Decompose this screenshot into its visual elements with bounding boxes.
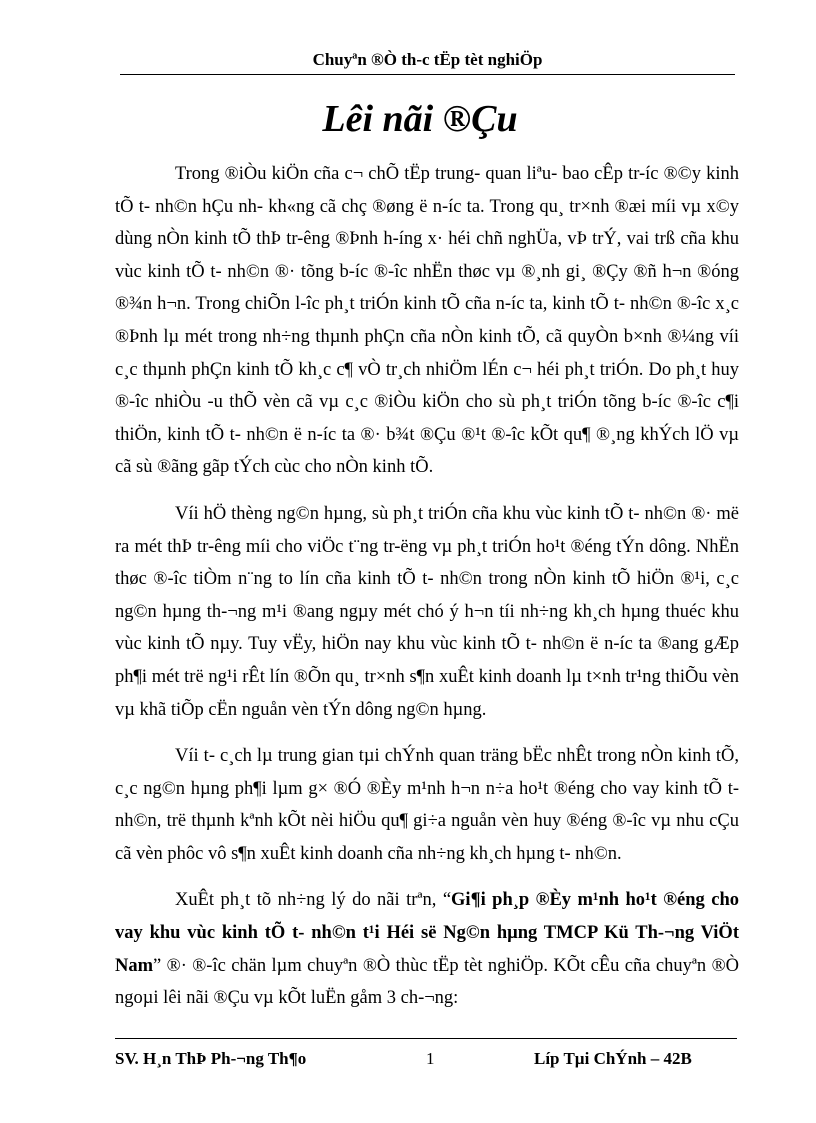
thesis-topic: Gi¶i ph¸p ®Èy m¹nh ho¹t ®éng cho vay khu vùc kinh tÕ t- nh©n t¹i Héi së Ng©n hµng TMCP Kü Th-¬ng ViÖt Nam xyxy=(115,890,739,976)
footer-author: SV. H¸n ThÞ Ph-¬ng Th¶o xyxy=(115,1049,307,1068)
paragraph-4-rest: ” ®· ®-îc chän lµm chuyªn ®Ò thùc tËp tèt nghiÖp. KÕt cÊu cña chuyªn ®Ò ngoµi lêi nãi ®Çu vµ kÕt luËn gåm 3 ch-¬ng: xyxy=(115,955,739,1009)
page-number: 1 xyxy=(426,1049,435,1068)
paragraph-1: Trong ®iÒu kiÖn cña c¬ chÕ tËp trung- quan liªu- bao cÊp tr-íc ®©y kinh tÕ t- nh©n hÇu nh- kh«ng cã chç ®øng ë n-íc ta. Trong qu¸ tr×nh ®æi míi vµ x©y dùng nÒn kinh tÕ thÞ tr-êng ®Þnh h-íng x· héi chñ nghÜa, vÞ trÝ, vai trß cña khu vùc kinh tÕ t- nh©n ®· tõng b-íc ®-îc nhËn thøc vµ ®¸nh gi¸ ®Çy ®ñ h¬n ®óng ®¾n h¬n. Trong chiÕn l-îc ph¸t triÓn kinh tÕ cña n-íc ta, kinh tÕ t- nh©n ®-îc x¸c ®Þnh lµ mét trong nh÷ng thµnh phÇn cña nÒn kinh tÕ, cã quyÒn b×nh ®¼ng víi c¸c thµnh phÇn kinh tÕ kh¸c c¶ vÒ tr¸ch nhiÖm lÉn c¬ héi ph¸t triÓn. Do ph¸t huy ®-îc nhiÒu -u thÕ vèn cã vµ c¸c ®iÒu kiÖn cho sù ph¸t triÓn tõng b-íc ®-îc c¶i thiÖn, kinh tÕ t- nh©n ë n-íc ta ®· b¾t ®Çu ®¹t ®-îc kÕt qu¶ ®¸ng khÝch lÖ vµ cã sù ®ãng gãp tÝch cùc cho nÒn kinh tÕ. xyxy=(115,164,739,478)
paragraph-4-intro: XuÊt ph¸t tõ nh÷ng lý do nãi trªn, “ xyxy=(175,890,452,911)
footer-rule xyxy=(115,1038,737,1039)
page-header xyxy=(120,50,735,75)
paragraph-3: Víi t- c¸ch lµ trung gian tµi chÝnh quan träng bËc nhÊt trong nÒn kinh tÕ, c¸c ng©n hµng ph¶i lµm g× ®Ó ®Èy m¹nh h¬n n÷a ho¹t ®éng cho vay kinh tÕ t- nh©n, trë thµnh kªnh kÕt nèi hiÖu qu¶ gi÷a nguån vèn huy ®éng ®-îc vµ nhu cÇu cã vèn phôc vô s¶n xuÊt kinh doanh cña nh÷ng kh¸ch hµng t- nh©n. xyxy=(115,746,739,864)
document-title: Lêi nãi ®Çu xyxy=(322,98,518,140)
body-text xyxy=(115,158,739,1029)
paragraph-4 xyxy=(115,884,739,1014)
footer-class: Líp Tµi ChÝnh – 42B xyxy=(534,1049,692,1068)
paragraph-2: Víi hÖ thèng ng©n hµng, sù ph¸t triÓn cña khu vùc kinh tÕ t- nh©n ®· më ra mét thÞ tr-êng míi cho viÖc t¨ng tr-ëng vµ ph¸t triÓn ho¹t ®éng tÝn dông. NhËn thøc ®-îc tiÒm n¨ng to lín cña kinh tÕ t- nh©n trong nÒn kinh tÕ hiÖn ®¹i, c¸c ng©n hµng th-¬ng m¹i ®ang ngµy mét chó ý h¬n tíi nh÷ng kh¸ch hµng thuéc khu vùc kinh tÕ nµy. Tuy vËy, hiÖn nay khu vùc kinh tÕ t- nh©n ë n-íc ta ®ang gÆp ph¶i mét trë ng¹i rÊt lín ®Õn qu¸ tr×nh s¶n xuÊt kinh doanh lµ t×nh tr¹ng thiÕu vèn vµ khã tiÕp cËn nguån vèn tÝn dông ng©n hµng. xyxy=(115,503,739,720)
header-text: Chuyªn ®Ò th-c tËp tèt nghiÖp xyxy=(312,50,543,69)
